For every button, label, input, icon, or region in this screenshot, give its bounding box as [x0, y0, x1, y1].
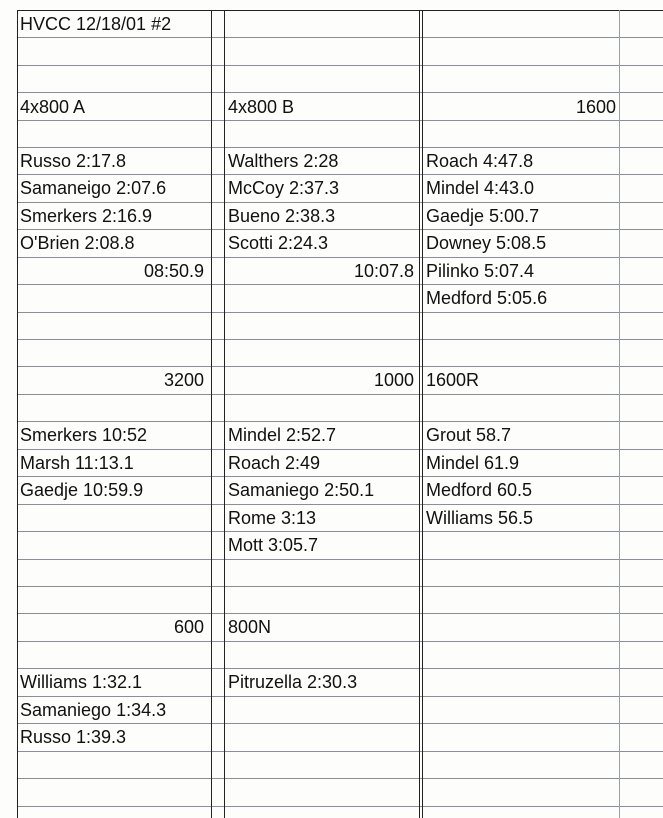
result-entry: McCoy 2:37.3 [228, 178, 340, 198]
heading-3200: 3200 [163, 370, 204, 390]
result-entry: Samaniego 2:50.1 [228, 480, 375, 500]
row-line [17, 559, 663, 560]
column-line [211, 10, 212, 818]
result-entry: Samaniego 1:34.3 [20, 700, 167, 720]
row-line [17, 120, 663, 121]
heading-800n: 800N [228, 617, 272, 637]
result-entry: Williams 1:32.1 [20, 672, 143, 692]
column-line [422, 10, 423, 818]
result-entry: Medford 60.5 [426, 480, 533, 500]
row-line [17, 394, 663, 395]
result-entry: Downey 5:08.5 [426, 233, 547, 253]
row-line [17, 751, 663, 752]
heading-600: 600 [173, 617, 204, 637]
result-entry: Mindel 2:52.7 [228, 425, 337, 445]
result-entry: Smerkers 10:52 [20, 425, 148, 445]
relay-total: 10:07.8 [353, 261, 414, 281]
heading-4x800-a: 4x800 A [20, 97, 86, 117]
row-line [17, 37, 663, 38]
sheet-title: HVCC 12/18/01 #2 [20, 14, 172, 34]
result-entry: Pitruzella 2:30.3 [228, 672, 358, 692]
row-line [17, 65, 663, 66]
result-entry: Mindel 4:43.0 [426, 178, 535, 198]
result-entry: Mindel 61.9 [426, 453, 520, 473]
relay-total: 08:50.9 [143, 261, 204, 281]
result-entry: Grout 58.7 [426, 425, 512, 445]
column-line [619, 10, 620, 818]
row-line [17, 586, 663, 587]
result-entry: Williams 56.5 [426, 508, 534, 528]
result-entry: Russo 1:39.3 [20, 727, 127, 747]
result-entry: Scotti 2:24.3 [228, 233, 329, 253]
row-line [17, 312, 663, 313]
column-line [224, 10, 225, 818]
result-entry: Gaedje 5:00.7 [426, 206, 540, 226]
row-line [17, 339, 663, 340]
result-entry: Medford 5:05.6 [426, 288, 548, 308]
heading-1600: 1600 [575, 97, 616, 117]
result-entry: Walthers 2:28 [228, 151, 339, 171]
column-line [17, 10, 18, 818]
row-line [17, 806, 663, 807]
heading-4x800-b: 4x800 B [228, 97, 295, 117]
result-entry: Samaneigo 2:07.6 [20, 178, 167, 198]
result-entry: Russo 2:17.8 [20, 151, 127, 171]
result-entry: Roach 4:47.8 [426, 151, 534, 171]
row-line [17, 778, 663, 779]
heading-1600r: 1600R [426, 370, 480, 390]
result-entry: O'Brien 2:08.8 [20, 233, 135, 253]
result-entry: Marsh 11:13.1 [20, 453, 134, 473]
result-entry: Gaedje 10:59.9 [20, 480, 144, 500]
column-line [419, 10, 420, 818]
result-entry: Smerkers 2:16.9 [20, 206, 153, 226]
result-entry: Rome 3:13 [228, 508, 317, 528]
row-line [17, 92, 663, 93]
result-entry: Bueno 2:38.3 [228, 206, 336, 226]
result-entry: Pilinko 5:07.4 [426, 261, 535, 281]
result-entry: Roach 2:49 [228, 453, 321, 473]
row-line [17, 641, 663, 642]
heading-1000: 1000 [373, 370, 414, 390]
result-entry: Mott 3:05.7 [228, 535, 319, 555]
